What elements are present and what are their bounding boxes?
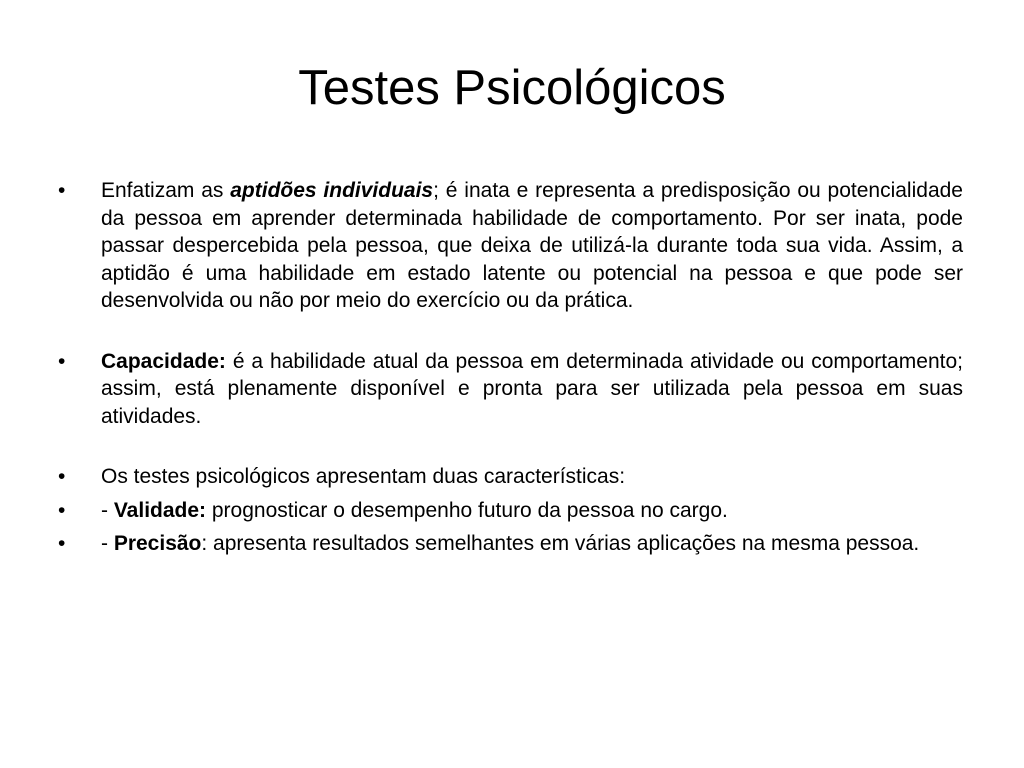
bullet-list bbox=[58, 177, 963, 558]
bullet-marker: • bbox=[58, 498, 66, 522]
bullet-text: Os testes psicológicos apresentam duas características: bbox=[101, 465, 626, 488]
bullet-marker: • bbox=[58, 532, 66, 555]
bullet-text-start: Enfatizam as bbox=[101, 179, 231, 202]
bullet-capacidade bbox=[58, 348, 963, 431]
bullet-emphasis: Precisão bbox=[113, 532, 202, 555]
bullet-validade bbox=[58, 497, 963, 525]
bullet-marker: • bbox=[58, 349, 66, 373]
bullet-emphasis: aptidões individuais bbox=[230, 179, 434, 202]
bullet-caracteristicas bbox=[58, 463, 963, 491]
bullet-text-rest: ; é inata e representa a predisposição ou potencialidade da pessoa em aprender determinada habilidade de comportamento. Por ser inata, pode passar despercebida pela pessoa, que deixa de utilizá-la durante toda sua vida. Assim, a aptidão é uma habilidade em estado latente ou potencial na pessoa e que pode ser desenvolvida ou não por meio do exercício ou da prática. bbox=[101, 179, 963, 312]
bullet-precisao bbox=[58, 530, 963, 558]
bullet-text-start: - bbox=[101, 498, 114, 522]
bullet-text-start: - bbox=[101, 532, 114, 555]
bullet-aptidoes bbox=[58, 177, 963, 315]
bullet-emphasis: Capacidade: bbox=[101, 349, 226, 373]
bullet-emphasis: Validade: bbox=[113, 498, 207, 522]
slide-title: Testes Psicológicos bbox=[298, 61, 726, 115]
bullet-text-rest: prognosticar o desempenho futuro da pessoa no cargo. bbox=[206, 498, 728, 522]
bullet-text-rest: é a habilidade atual da pessoa em determinada atividade ou comportamento; assim, está plenamente disponível e pronta para ser utilizada pela pessoa em suas atividades. bbox=[101, 349, 963, 428]
bullet-text-rest: : apresenta resultados semelhantes em várias aplicações na mesma pessoa. bbox=[201, 532, 920, 555]
bullet-marker: • bbox=[58, 465, 66, 488]
bullet-marker: • bbox=[58, 179, 66, 202]
